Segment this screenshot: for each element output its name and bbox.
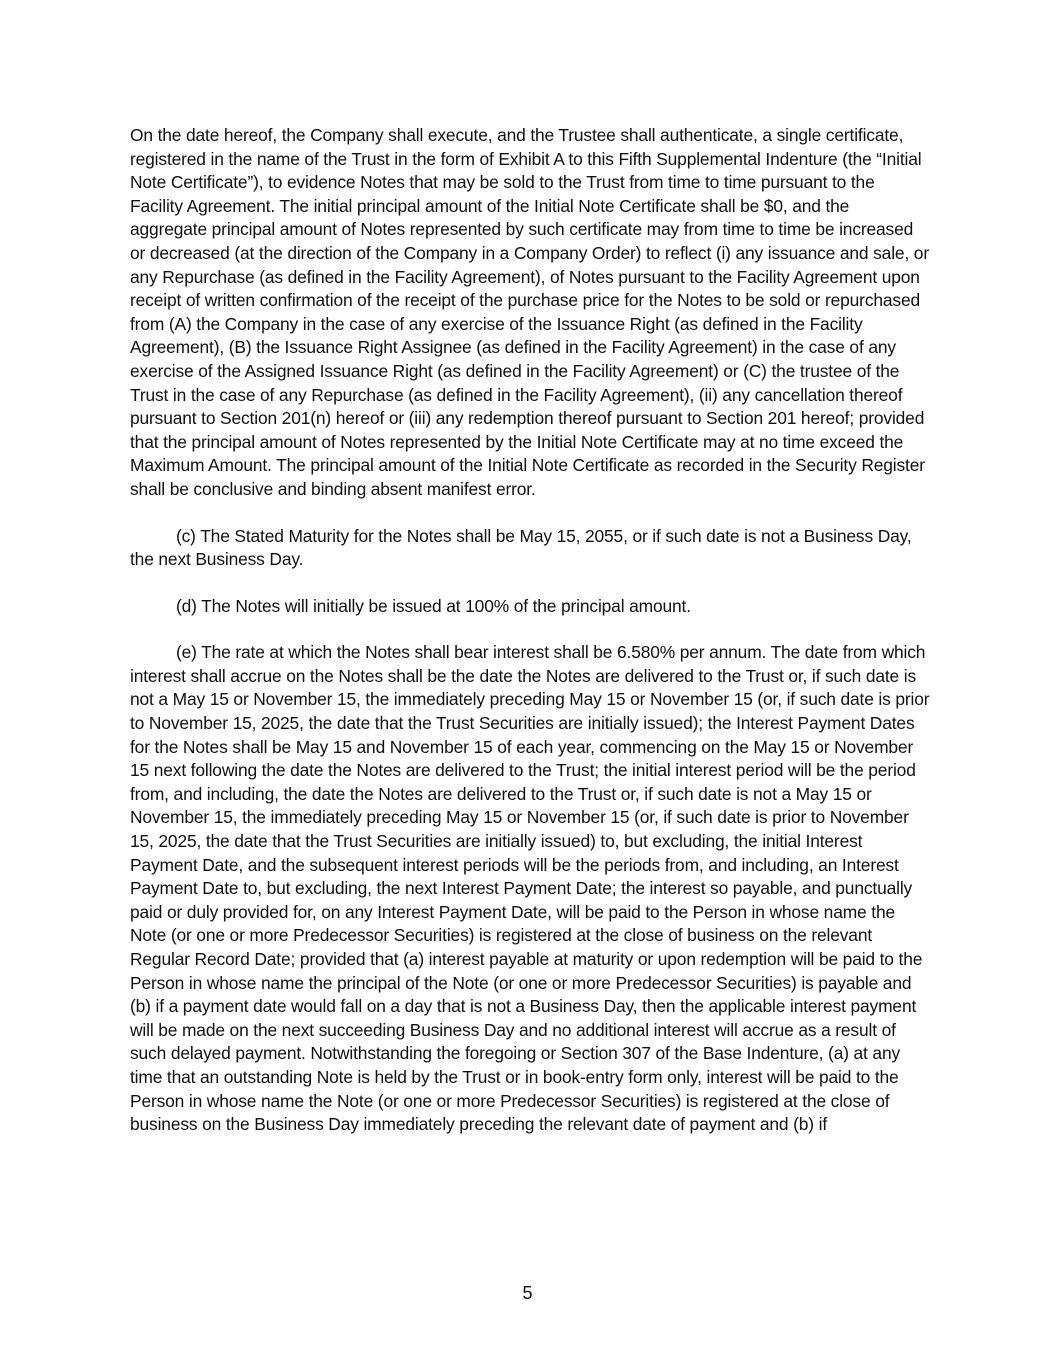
paragraph-spacer <box>130 572 930 595</box>
page-number: 5 <box>522 1283 533 1303</box>
document-page <box>130 124 930 1137</box>
paragraph-spacer <box>130 502 930 525</box>
paragraph-spacer <box>130 618 930 641</box>
paragraph-b-continued: On the date hereof, the Company shall execute, and the Trustee shall authenticate, a single certificate, registered in the name of the Trust in the form of Exhibit A to this Fifth Supplemental Indenture (the “Initial Note Certificate”), to evidence Notes that may be sold to the Trust from time to time pursuant to the Facility Agreement. The initial principal amount of the Initial Note Certificate shall be $0, and the aggregate principal amount of Notes represented by such certificate may from time to time be increased or decreased (at the direction of the Company in a Company Order) to reflect (i) any issuance and sale, or any Repurchase (as defined in the Facility Agreement), of Notes pursuant to the Facility Agreement upon receipt of written confirmation of the receipt of the purchase price for the Notes to be sold or repurchased from (A) the Company in the case of any exercise of the Issuance Right (as defined in the Facility Agreement), (B) the Issuance Right Assignee (as defined in the Facility Agreement) in the case of any exercise of the Assigned Issuance Right (as defined in the Facility Agreement) or (C) the trustee of the Trust in the case of any Repurchase (as defined in the Facility Agreement), (ii) any cancellation thereof pursuant to Section 201(n) hereof or (iii) any redemption thereof pursuant to Section 201 hereof; provided that the principal amount of Notes represented by the Initial Note Certificate may at no time exceed the Maximum Amount. The principal amount of the Initial Note Certificate as recorded in the Security Register shall be conclusive and binding absent manifest error. <box>130 125 929 499</box>
paragraph-c: (c) The Stated Maturity for the Notes shall be May 15, 2055, or if such date is not a Business Day, the next Business Day. <box>130 525 912 570</box>
paragraph-d: (d) The Notes will initially be issued at 100% of the principal amount. <box>176 595 691 616</box>
paragraph-e: (e) The rate at which the Notes shall bear interest shall be 6.580% per annum. The date from which interest shall accrue on the Notes shall be the date the Notes are delivered to the Trust or, if such date is not a May 15 or November 15, the immediately preceding May 15 or November 15 (or, if such date is prior to November 15, 2025, the date that the Trust Securities are initially issued); the Interest Payment Dates for the Notes shall be May 15 and November 15 of each year, commencing on the May 15 or November 15 next following the date the Notes are delivered to the Trust; the initial interest period will be the period from, and including, the date the Notes are delivered to the Trust or, if such date is not a May 15 or November 15, the immediately preceding May 15 or November 15 (or, if such date is prior to November 15, 2025, the date that the Trust Securities are initially issued) to, but excluding, the initial Interest Payment Date, and the subsequent interest periods will be the periods from, and including, an Interest Payment Date to, but excluding, the next Interest Payment Date; the interest so payable, and punctually paid or duly provided for, on any Interest Payment Date, will be paid to the Person in whose name the Note (or one or more Predecessor Securities) is registered at the close of business on the relevant Regular Record Date; provided that (a) interest payable at maturity or upon redemption will be paid to the Person in whose name the principal of the Note (or one or more Predecessor Securities) is payable and (b) if a payment date would fall on a day that is not a Business Day, then the applicable interest payment will be made on the next succeeding Business Day and no additional interest will accrue as a result of such delayed payment. Notwithstanding the foregoing or Section 307 of the Base Indenture, (a) at any time that an outstanding Note is held by the Trust or in book-entry form only, interest will be paid to the Person in whose name the Note (or one or more Predecessor Securities) is registered at the close of business on the Business Day immediately preceding the relevant date of payment and (b) if <box>130 642 930 1135</box>
